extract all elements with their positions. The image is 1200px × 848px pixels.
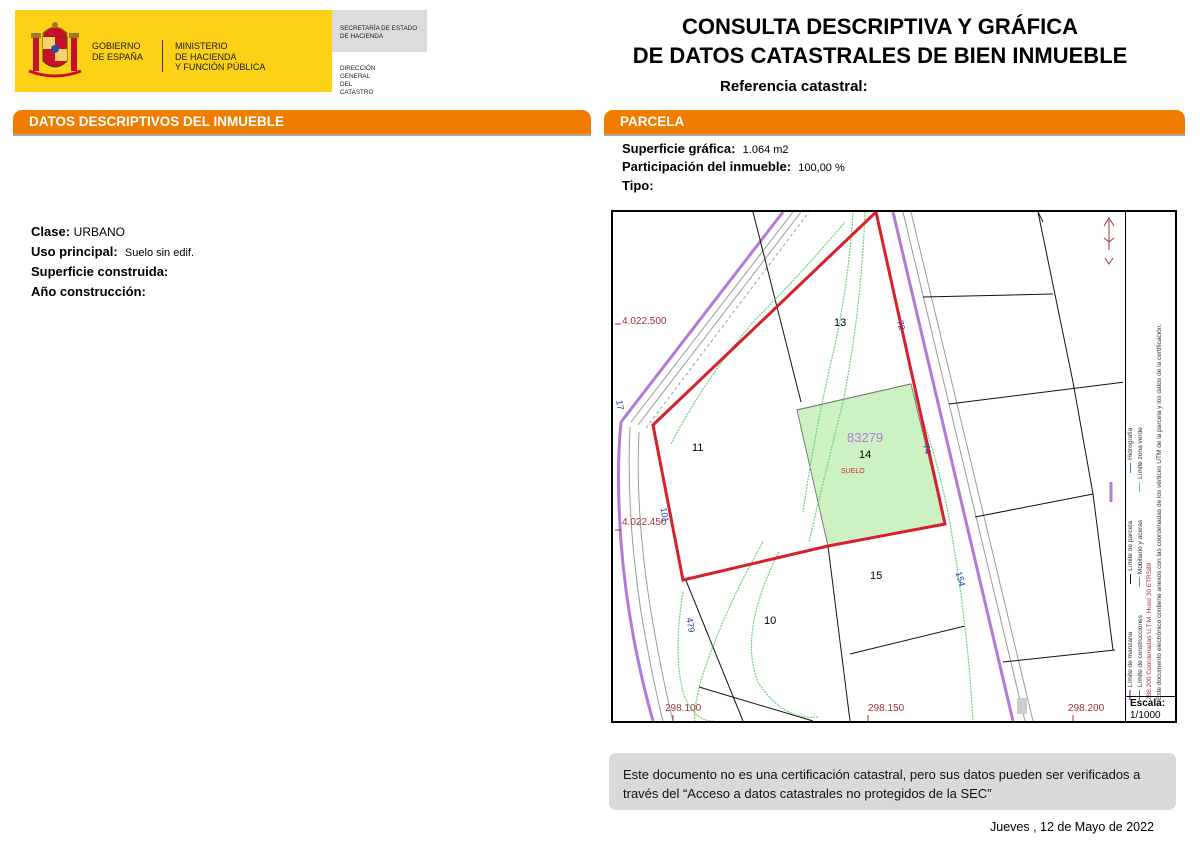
parcel-line [828,546,850,721]
scale-value: 1/1000 [1130,710,1161,721]
map-marker [1017,698,1027,714]
legend-rotated [1126,222,1172,700]
anio-label: Año construcción: [31,284,146,299]
green-zone-line [678,592,713,721]
cadastral-map [611,210,1177,723]
bar-bold: INMUEBLE [213,114,285,129]
legend-furniture: Mobiliario y aceras [1136,519,1144,575]
secretaria-block [332,10,427,52]
street-number-label: 154 [953,570,968,588]
suelo-label: SUELO [841,468,865,475]
referencia-catastral-label: Referencia catastral: [720,78,868,95]
superficie-label: Superficie construida: [31,264,169,279]
legend-parcel-limit: Límite de parcela [1127,520,1134,571]
sidewalk-line [629,427,663,721]
ministry-text [175,41,265,73]
coord-y2: 4.022.450 [622,517,667,528]
parcel-line [949,382,1125,404]
parcel-ref-label: 83279 [847,430,884,445]
uso-value: Suelo sin edif. [124,247,195,259]
parcel-line [1038,212,1113,650]
participacion-row [622,159,845,174]
logo-block [15,10,376,96]
sup-grafica-value: 1.064 m2 [742,144,789,156]
clase-value: URBANO [73,225,125,239]
dir-line2: DEL CATASTRO [340,81,374,96]
bar-underline-right [604,134,1185,136]
parcel-line [850,626,965,654]
sup-grafica-label: Superficie gráfica: [622,141,736,156]
disclaimer-note: Este documento no es una certificación catastral, pero sus datos pueden ser verificados a través del “Acceso a datos catastrales no protegidos de la SEC” [609,753,1176,810]
parcel-line [699,687,813,721]
datos-descriptivos-bar [13,110,591,134]
legend-hydro: Hidrografía [1127,427,1134,460]
gov-line1: GOBIERNO [92,41,141,51]
parcel-14-label: 14 [859,449,872,461]
tipo-label: Tipo: [622,178,654,193]
parcel-14-fill [797,384,945,546]
north-arrow-icon [1104,218,1114,264]
clase-label: Clase: [31,224,71,239]
legend-row-2 [1136,222,1146,700]
spain-coat-of-arms-icon [27,19,83,83]
page-title [600,12,1160,70]
sec-line1: SECRETARÍA DE ESTADO [340,25,418,32]
coord-x3: 298.200 [1068,703,1105,714]
map-legend [1125,212,1176,700]
sec-line2: DE HACIENDA [340,33,384,40]
uso-label: Uso principal: [31,244,118,259]
logo-divider [162,40,163,72]
scale-label: Escala: [1130,698,1166,709]
parcel-line [1003,650,1115,662]
bar-prefix: DATOS DESCRIPTIVOS DEL [29,114,214,129]
coord-y1: 4.022.500 [622,316,667,327]
parcel-line [685,578,743,721]
parcel-11-label: 11 [692,442,704,454]
legend-coords: 298.200 Coordenadas U.T.M. Huso 30 ETRS89 [1146,562,1153,700]
gov-line2: DE ESPAÑA [92,51,143,62]
green-zone-line [751,552,818,717]
clase-row [31,224,125,239]
superficie-row [31,264,168,279]
participacion-value: 100,00 % [798,162,845,174]
bar-underline-left [13,134,591,136]
legend-row-1 [1126,222,1136,700]
title-line2: DE DATOS CATASTRALES DE BIEN INMUEBLE [632,43,1128,68]
map-drawing [613,212,1125,723]
gov-text [92,41,143,62]
coord-x1: 298.100 [665,703,702,714]
ministry-line3: Y FUNCIÓN PÚBLICA [175,62,266,72]
parcel-15-label: 15 [870,570,883,582]
street-number-label: 479 [684,616,697,634]
parcel-13-label: 13 [834,317,847,329]
anio-row [31,284,146,299]
parcel-line [923,294,1053,297]
sup-grafica-row [622,141,789,156]
tipo-row [622,178,654,193]
parcel-line [975,494,1093,517]
parcel-10-label: 10 [764,615,777,627]
street-number-label: 72 [894,318,908,332]
ministry-line1: MINISTERIO [175,41,228,51]
street-number-label: 74 [920,442,934,456]
secretaria-text [340,25,417,41]
legend-note: Este documento electrónico contiene anexos con las coordenadas de los vértices UTM de la parcela y los datos de la certificación. [1155,323,1163,700]
street-number-label: 101 [658,506,671,524]
map-scale [1125,696,1175,723]
coord-x2: 298.150 [868,703,905,714]
sidewalk-line [646,212,809,428]
street-number-label: 17 [614,399,626,411]
title-line1: CONSULTA DESCRIPTIVA Y GRÁFICA [681,14,1079,39]
dir-line1: DIRECCIÓN GENERAL [340,65,376,80]
legend-green: Límite zona verde [1136,427,1144,479]
participacion-label: Participación del inmueble: [622,159,792,174]
parcela-bar: PARCELA [604,110,1185,134]
ministry-line2: DE HACIENDA [175,51,237,62]
uso-row [31,244,194,259]
document-date: Jueves , 12 de Mayo de 2022 [990,820,1155,834]
legend-build-limit: Límite de construcciones [1136,615,1144,687]
legend-block-limit: Límite de manzana [1127,631,1134,687]
direccion-text [340,65,375,97]
